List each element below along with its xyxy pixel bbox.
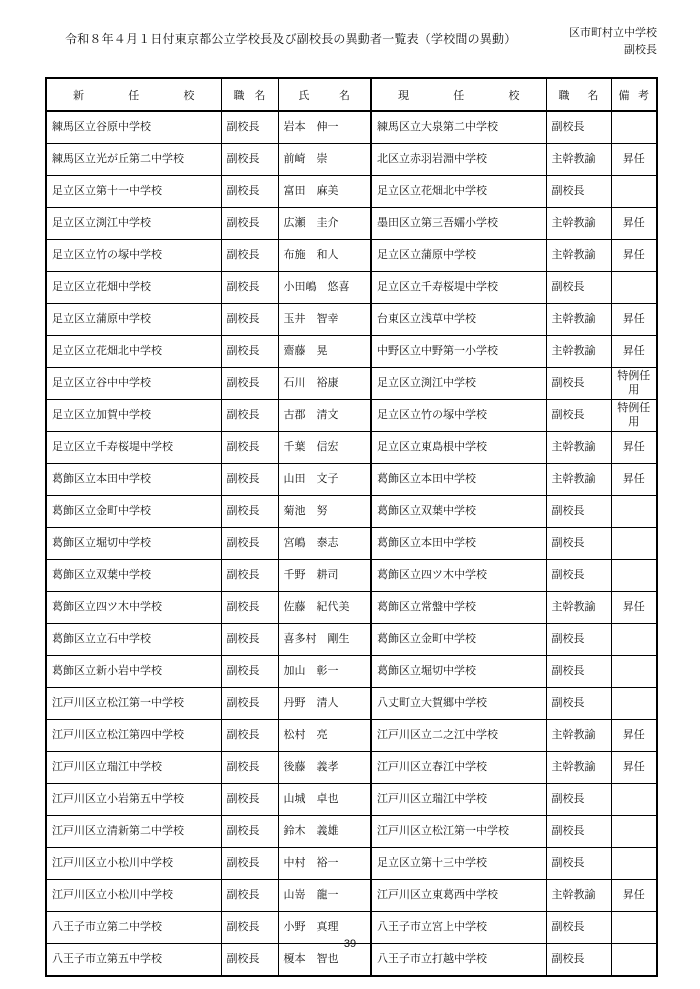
cell-new-school: 八王子市立第二中学校 xyxy=(46,912,221,944)
cell-new-position: 副校長 xyxy=(221,111,278,144)
cell-current-school: 葛飾区立金町中学校 xyxy=(371,624,546,656)
table-row xyxy=(46,240,657,272)
cell-remarks xyxy=(611,111,657,144)
cell-new-school: 葛飾区立新小岩中学校 xyxy=(46,656,221,688)
table-row xyxy=(46,752,657,784)
cell-new-position: 副校長 xyxy=(221,880,278,912)
cell-current-position: 副校長 xyxy=(546,496,611,528)
cell-current-school: 中野区立中野第一小学校 xyxy=(371,336,546,368)
cell-new-school: 江戸川区立松江第一中学校 xyxy=(46,688,221,720)
cell-new-school: 足立区立加賀中学校 xyxy=(46,400,221,432)
cell-remarks: 昇任 xyxy=(611,752,657,784)
cell-current-school: 墨田区立第三吾嬬小学校 xyxy=(371,208,546,240)
cell-name: 菊池 努 xyxy=(278,496,371,528)
cell-remarks: 特例任用 xyxy=(611,400,657,432)
cell-name: 加山 彰一 xyxy=(278,656,371,688)
cell-remarks: 昇任 xyxy=(611,240,657,272)
cell-current-position: 副校長 xyxy=(546,816,611,848)
cell-current-position: 副校長 xyxy=(546,176,611,208)
table-row xyxy=(46,688,657,720)
cell-remarks xyxy=(611,272,657,304)
cell-remarks: 昇任 xyxy=(611,592,657,624)
document-title: 令和８年４月１日付東京都公立学校長及び副校長の異動者一覧表（学校間の異動） xyxy=(65,32,517,46)
cell-current-position: 副校長 xyxy=(546,912,611,944)
cell-new-position: 副校長 xyxy=(221,176,278,208)
cell-new-school: 江戸川区立小松川中学校 xyxy=(46,880,221,912)
cell-current-position: 副校長 xyxy=(546,784,611,816)
cell-current-position: 副校長 xyxy=(546,111,611,144)
table-body xyxy=(46,111,657,976)
cell-name: 布施 和人 xyxy=(278,240,371,272)
cell-new-school: 練馬区立光が丘第二中学校 xyxy=(46,144,221,176)
cell-name: 山田 文子 xyxy=(278,464,371,496)
cell-remarks xyxy=(611,656,657,688)
cell-current-school: 江戸川区立東葛西中学校 xyxy=(371,880,546,912)
document-category xyxy=(569,25,657,59)
table-row xyxy=(46,144,657,176)
cell-new-position: 副校長 xyxy=(221,400,278,432)
cell-name: 佐藤 紀代美 xyxy=(278,592,371,624)
cell-name: 後藤 義孝 xyxy=(278,752,371,784)
cell-current-school: 足立区立蒲原中学校 xyxy=(371,240,546,272)
cell-new-school: 葛飾区立金町中学校 xyxy=(46,496,221,528)
cell-new-school: 江戸川区立清新第二中学校 xyxy=(46,816,221,848)
cell-remarks: 昇任 xyxy=(611,144,657,176)
cell-new-school: 足立区立第十一中学校 xyxy=(46,176,221,208)
cell-current-school: 葛飾区立堀切中学校 xyxy=(371,656,546,688)
cell-new-position: 副校長 xyxy=(221,688,278,720)
cell-name: 山嵜 龍一 xyxy=(278,880,371,912)
cell-new-school: 葛飾区立堀切中学校 xyxy=(46,528,221,560)
cell-current-school: 八王子市立打越中学校 xyxy=(371,944,546,977)
cell-new-school: 八王子市立第五中学校 xyxy=(46,944,221,977)
cell-remarks xyxy=(611,688,657,720)
table-row xyxy=(46,432,657,464)
cell-new-school: 足立区立花畑中学校 xyxy=(46,272,221,304)
cell-new-position: 副校長 xyxy=(221,560,278,592)
cell-new-school: 葛飾区立双葉中学校 xyxy=(46,560,221,592)
cell-remarks xyxy=(611,816,657,848)
table-row xyxy=(46,848,657,880)
cell-name: 千葉 信宏 xyxy=(278,432,371,464)
cell-new-position: 副校長 xyxy=(221,624,278,656)
cell-current-school: 葛飾区立双葉中学校 xyxy=(371,496,546,528)
category-school-type: 区市町村立中学校 xyxy=(569,27,657,39)
table-row xyxy=(46,272,657,304)
cell-new-school: 江戸川区立松江第四中学校 xyxy=(46,720,221,752)
cell-remarks xyxy=(611,528,657,560)
cell-new-position: 副校長 xyxy=(221,496,278,528)
cell-new-school: 足立区立千寿桜堤中学校 xyxy=(46,432,221,464)
cell-remarks xyxy=(611,624,657,656)
cell-current-position: 副校長 xyxy=(546,656,611,688)
cell-name: 山城 卓也 xyxy=(278,784,371,816)
cell-name: 小野 真理 xyxy=(278,912,371,944)
cell-new-school: 江戸川区立小岩第五中学校 xyxy=(46,784,221,816)
table-row xyxy=(46,336,657,368)
cell-current-school: 足立区立渕江中学校 xyxy=(371,368,546,400)
cell-current-position: 副校長 xyxy=(546,272,611,304)
cell-current-school: 葛飾区立本田中学校 xyxy=(371,464,546,496)
cell-current-school: 足立区立第十三中学校 xyxy=(371,848,546,880)
cell-current-school: 葛飾区立本田中学校 xyxy=(371,528,546,560)
cell-new-position: 副校長 xyxy=(221,720,278,752)
cell-current-school: 江戸川区立春江中学校 xyxy=(371,752,546,784)
cell-new-position: 副校長 xyxy=(221,784,278,816)
cell-remarks: 昇任 xyxy=(611,464,657,496)
cell-current-school: 台東区立浅草中学校 xyxy=(371,304,546,336)
cell-current-position: 主幹教諭 xyxy=(546,880,611,912)
cell-new-position: 副校長 xyxy=(221,592,278,624)
cell-current-school: 葛飾区立常盤中学校 xyxy=(371,592,546,624)
cell-name: 松村 亮 xyxy=(278,720,371,752)
cell-current-position: 主幹教諭 xyxy=(546,720,611,752)
cell-current-position: 主幹教諭 xyxy=(546,336,611,368)
cell-new-position: 副校長 xyxy=(221,208,278,240)
page-number: 39 xyxy=(343,938,357,950)
cell-remarks xyxy=(611,176,657,208)
cell-remarks: 昇任 xyxy=(611,336,657,368)
cell-new-school: 足立区立花畑北中学校 xyxy=(46,336,221,368)
cell-current-position: 主幹教諭 xyxy=(546,464,611,496)
cell-name: 喜多村 剛生 xyxy=(278,624,371,656)
cell-new-position: 副校長 xyxy=(221,240,278,272)
cell-new-position: 副校長 xyxy=(221,912,278,944)
header-remarks: 備考 xyxy=(611,78,657,111)
table-row xyxy=(46,368,657,400)
cell-new-school: 江戸川区立小松川中学校 xyxy=(46,848,221,880)
table-row xyxy=(46,816,657,848)
cell-current-position: 主幹教諭 xyxy=(546,144,611,176)
cell-current-school: 江戸川区立瑞江中学校 xyxy=(371,784,546,816)
cell-current-school: 練馬区立大泉第二中学校 xyxy=(371,111,546,144)
cell-remarks: 昇任 xyxy=(611,880,657,912)
cell-new-school: 足立区立竹の塚中学校 xyxy=(46,240,221,272)
table-row xyxy=(46,208,657,240)
table-row xyxy=(46,464,657,496)
table-row xyxy=(46,304,657,336)
cell-current-school: 足立区立千寿桜堤中学校 xyxy=(371,272,546,304)
table-row xyxy=(46,496,657,528)
cell-new-position: 副校長 xyxy=(221,432,278,464)
cell-current-school: 八丈町立大賀郷中学校 xyxy=(371,688,546,720)
cell-current-school: 足立区立竹の塚中学校 xyxy=(371,400,546,432)
cell-current-position: 主幹教諭 xyxy=(546,432,611,464)
cell-name: 宮嶋 泰志 xyxy=(278,528,371,560)
cell-name: 丹野 清人 xyxy=(278,688,371,720)
header-current-school: 現任校 xyxy=(371,78,546,111)
cell-new-school: 葛飾区立立石中学校 xyxy=(46,624,221,656)
cell-name: 前崎 崇 xyxy=(278,144,371,176)
header-new-position: 職名 xyxy=(221,78,278,111)
cell-name: 広瀬 圭介 xyxy=(278,208,371,240)
table-header-row xyxy=(46,78,657,111)
cell-new-school: 足立区立蒲原中学校 xyxy=(46,304,221,336)
cell-remarks: 昇任 xyxy=(611,304,657,336)
cell-new-school: 江戸川区立瑞江中学校 xyxy=(46,752,221,784)
cell-remarks: 特例任用 xyxy=(611,368,657,400)
cell-remarks xyxy=(611,496,657,528)
cell-new-position: 副校長 xyxy=(221,304,278,336)
cell-new-position: 副校長 xyxy=(221,848,278,880)
cell-name: 富田 麻美 xyxy=(278,176,371,208)
table-header xyxy=(46,78,657,111)
cell-current-school: 北区立赤羽岩淵中学校 xyxy=(371,144,546,176)
table-row xyxy=(46,176,657,208)
cell-new-school: 葛飾区立本田中学校 xyxy=(46,464,221,496)
cell-new-position: 副校長 xyxy=(221,464,278,496)
header-new-school: 新任校 xyxy=(46,78,221,111)
cell-current-position: 副校長 xyxy=(546,560,611,592)
cell-new-position: 副校長 xyxy=(221,336,278,368)
cell-current-school: 足立区立東島根中学校 xyxy=(371,432,546,464)
table-row xyxy=(46,784,657,816)
transfer-table xyxy=(45,77,658,977)
cell-new-position: 副校長 xyxy=(221,656,278,688)
table-row xyxy=(46,624,657,656)
cell-remarks xyxy=(611,848,657,880)
cell-new-position: 副校長 xyxy=(221,528,278,560)
cell-new-position: 副校長 xyxy=(221,944,278,977)
cell-new-school: 練馬区立谷原中学校 xyxy=(46,111,221,144)
cell-remarks: 昇任 xyxy=(611,208,657,240)
table-row xyxy=(46,656,657,688)
cell-current-position: 主幹教諭 xyxy=(546,752,611,784)
cell-name: 齋藤 晃 xyxy=(278,336,371,368)
cell-current-school: 八王子市立宮上中学校 xyxy=(371,912,546,944)
cell-new-position: 副校長 xyxy=(221,272,278,304)
cell-name: 小田嶋 悠喜 xyxy=(278,272,371,304)
cell-name: 古郡 清文 xyxy=(278,400,371,432)
cell-current-position: 主幹教諭 xyxy=(546,304,611,336)
cell-new-school: 葛飾区立四ツ木中学校 xyxy=(46,592,221,624)
cell-name: 岩本 伸一 xyxy=(278,111,371,144)
cell-current-school: 江戸川区立二之江中学校 xyxy=(371,720,546,752)
cell-remarks: 昇任 xyxy=(611,432,657,464)
cell-current-position: 主幹教諭 xyxy=(546,592,611,624)
cell-remarks xyxy=(611,560,657,592)
cell-current-position: 副校長 xyxy=(546,528,611,560)
cell-current-position: 副校長 xyxy=(546,848,611,880)
header-name: 氏名 xyxy=(278,78,371,111)
category-role: 副校長 xyxy=(624,44,657,57)
cell-remarks xyxy=(611,784,657,816)
table-row xyxy=(46,400,657,432)
table-row xyxy=(46,592,657,624)
table-row xyxy=(46,880,657,912)
cell-name: 石川 裕康 xyxy=(278,368,371,400)
cell-new-position: 副校長 xyxy=(221,816,278,848)
header-current-position: 職名 xyxy=(546,78,611,111)
cell-name: 榎本 智也 xyxy=(278,944,371,977)
table-row xyxy=(46,111,657,144)
cell-new-position: 副校長 xyxy=(221,144,278,176)
cell-current-position: 副校長 xyxy=(546,944,611,977)
cell-new-school: 足立区立谷中中学校 xyxy=(46,368,221,400)
cell-new-position: 副校長 xyxy=(221,368,278,400)
cell-new-school: 足立区立渕江中学校 xyxy=(46,208,221,240)
cell-current-position: 主幹教諭 xyxy=(546,208,611,240)
cell-current-school: 足立区立花畑北中学校 xyxy=(371,176,546,208)
table-row xyxy=(46,560,657,592)
cell-name: 千野 耕司 xyxy=(278,560,371,592)
cell-current-position: 副校長 xyxy=(546,688,611,720)
cell-current-school: 葛飾区立四ツ木中学校 xyxy=(371,560,546,592)
cell-name: 中村 裕一 xyxy=(278,848,371,880)
cell-current-position: 副校長 xyxy=(546,624,611,656)
cell-current-position: 副校長 xyxy=(546,368,611,400)
cell-current-position: 副校長 xyxy=(546,400,611,432)
cell-new-position: 副校長 xyxy=(221,752,278,784)
cell-name: 玉井 智幸 xyxy=(278,304,371,336)
cell-current-school: 江戸川区立松江第一中学校 xyxy=(371,816,546,848)
cell-remarks: 昇任 xyxy=(611,720,657,752)
table-row xyxy=(46,528,657,560)
table-row xyxy=(46,720,657,752)
cell-current-position: 主幹教諭 xyxy=(546,240,611,272)
cell-name: 鈴木 義雄 xyxy=(278,816,371,848)
